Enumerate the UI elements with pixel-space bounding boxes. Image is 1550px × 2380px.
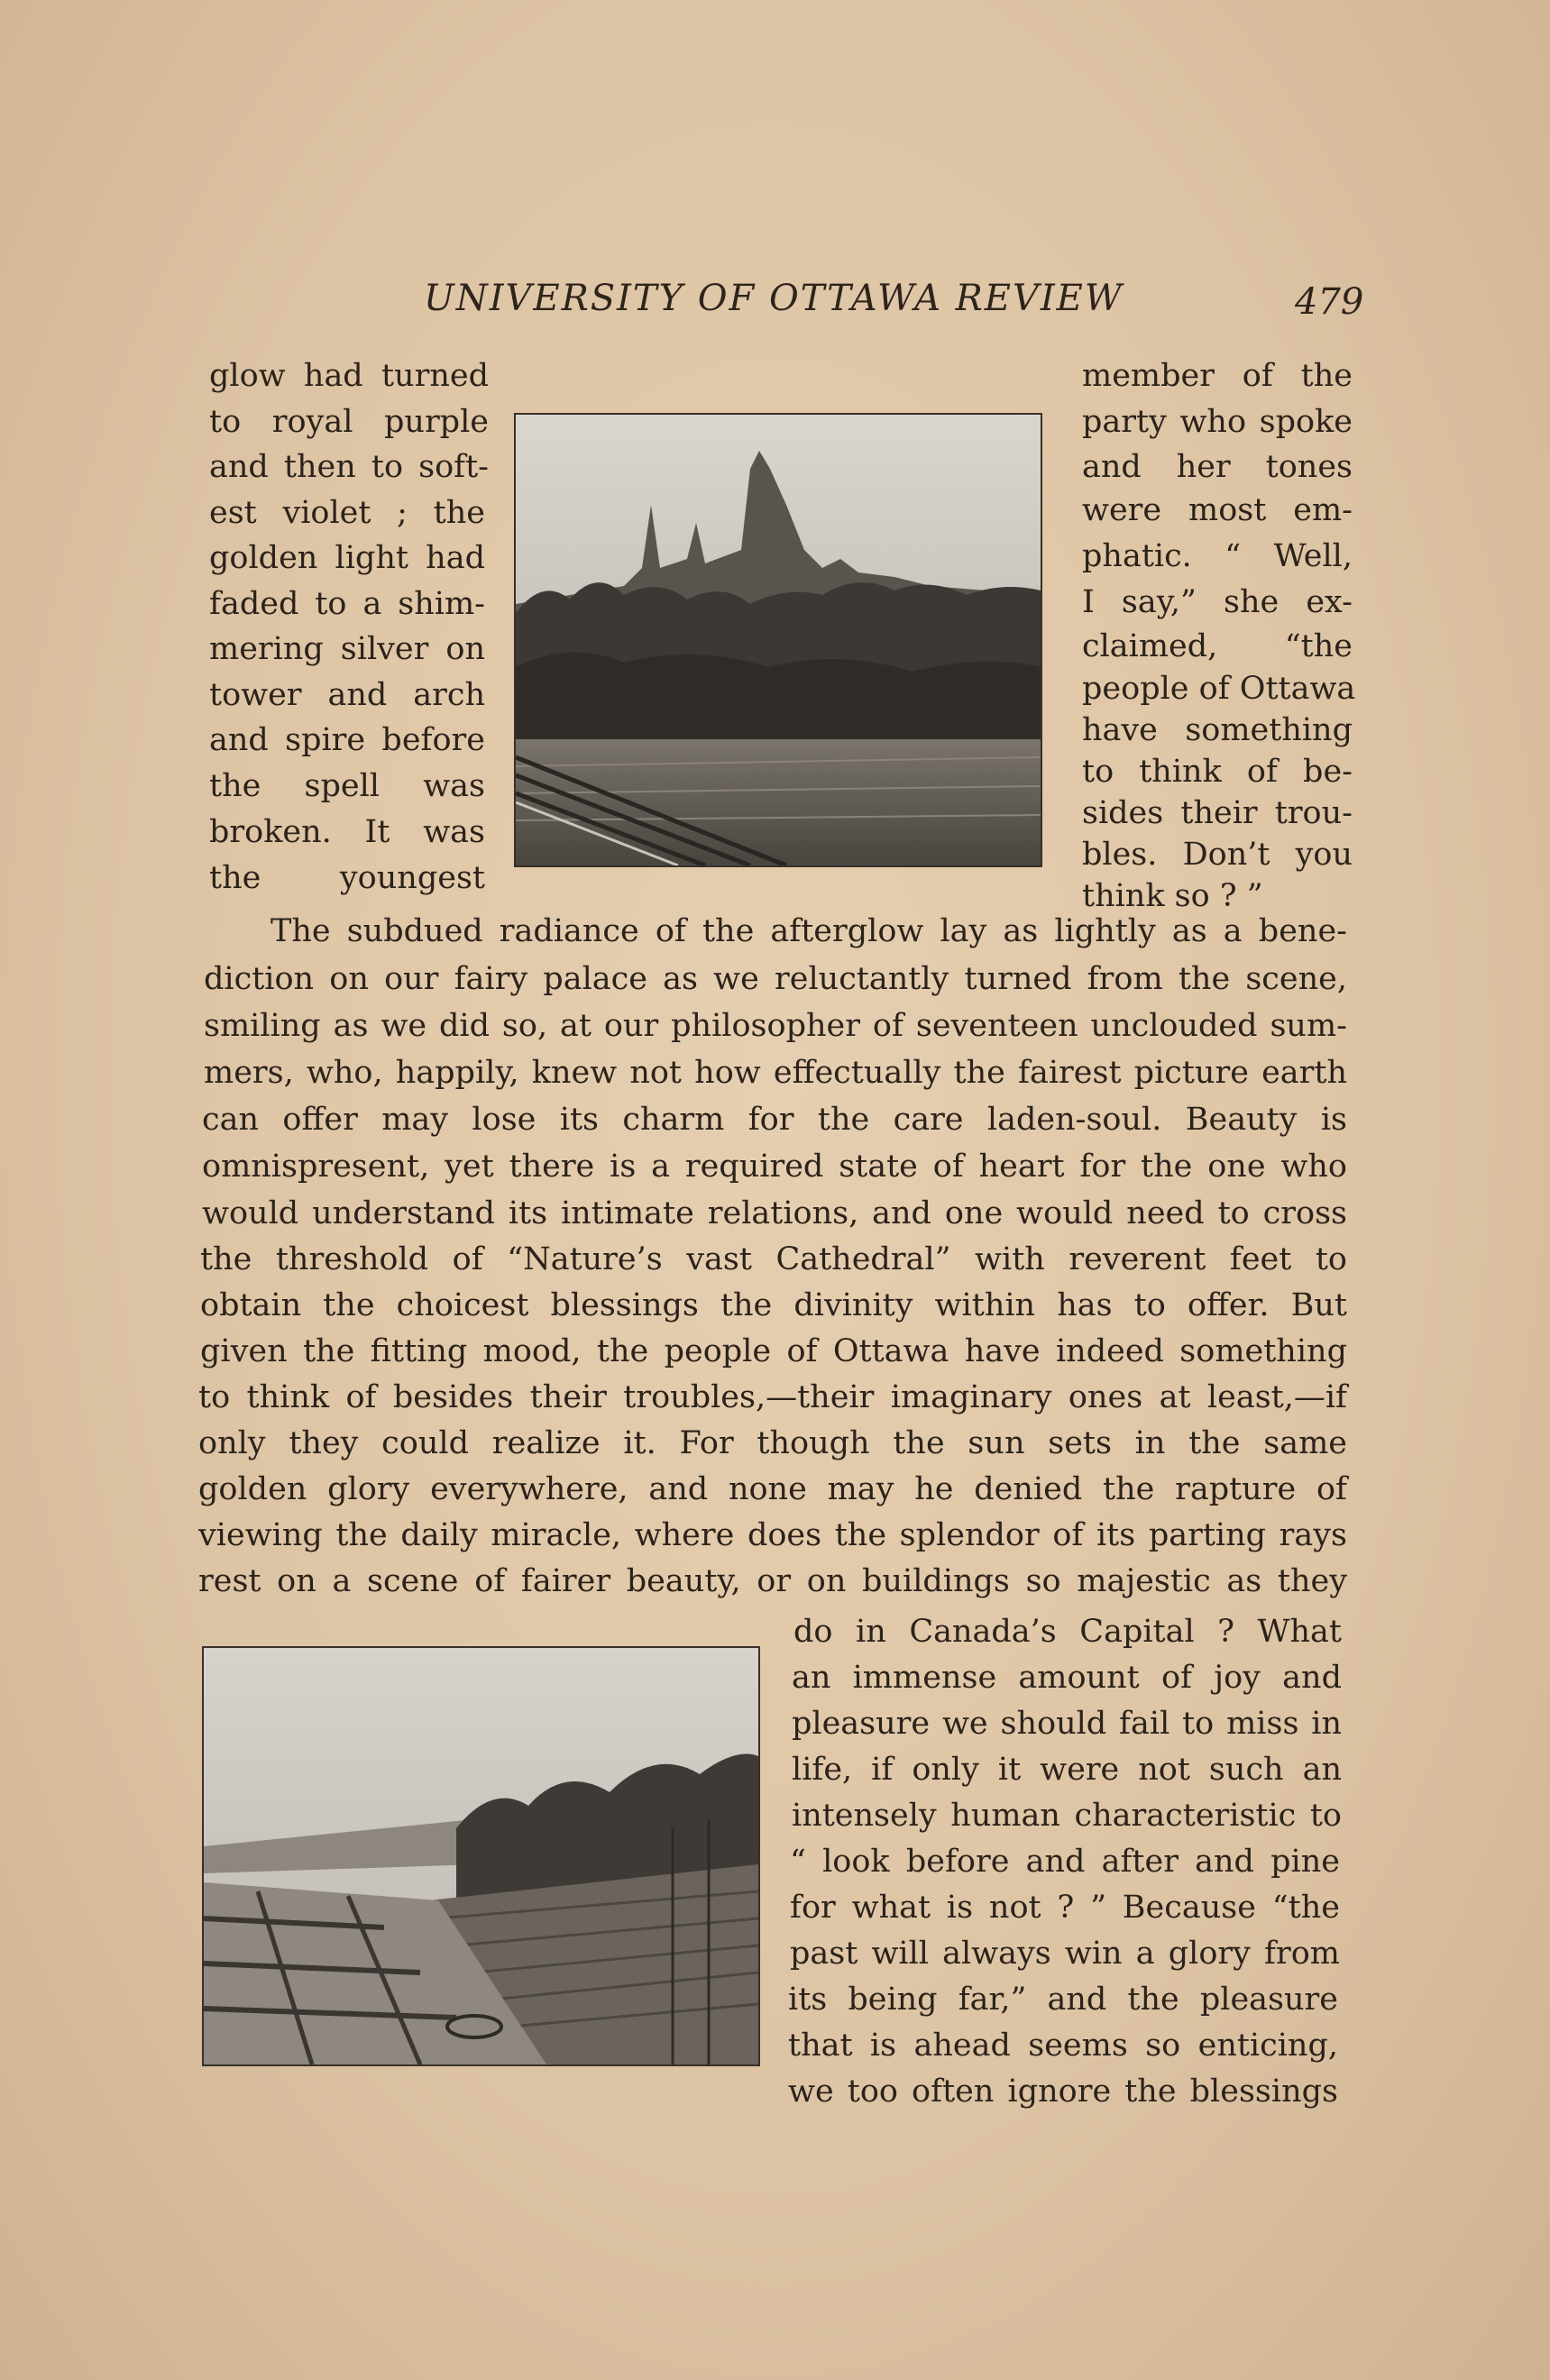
text-line: would understand its intimate relations, and one would need to cross — [202, 1195, 1347, 1231]
page-number: 479 — [1295, 281, 1364, 323]
text-line: intensely human characteristic to — [792, 1798, 1342, 1834]
text-line: “ look before and after and pine — [790, 1844, 1340, 1880]
photo-parliament-buildings — [514, 413, 1042, 867]
text-line: mers, who, happily, knew not how effectually the fairest picture earth — [204, 1055, 1347, 1091]
text-line: its being far,” and the pleasure — [788, 1982, 1338, 2018]
text-line: have something — [1082, 712, 1353, 748]
text-line: to think of be- — [1082, 754, 1353, 790]
text-line: think so ? ” — [1082, 878, 1263, 914]
text-line: past will always win a glory from — [790, 1936, 1340, 1972]
text-line: pleasure we should fail to miss in — [792, 1706, 1342, 1742]
text-line: faded to a shim- — [209, 586, 485, 622]
text-line: sides their trou- — [1082, 795, 1353, 831]
text-line: smiling as we did so, at our philosopher of seventeen unclouded sum- — [204, 1008, 1347, 1044]
text-line: people of Ottawa — [1082, 671, 1356, 707]
text-line: bles. Don’t you — [1082, 837, 1353, 873]
text-line: that is ahead seems so enticing, — [788, 2028, 1338, 2064]
running-header — [0, 270, 1550, 325]
running-title: UNIVERSITY OF OTTAWA REVIEW — [424, 278, 1124, 319]
text-line: glow had turned — [209, 358, 489, 394]
text-line: and then to soft- — [209, 449, 489, 485]
text-line: tower and arch — [209, 677, 485, 713]
text-line: party who spoke — [1082, 404, 1353, 440]
text-line: golden light had — [209, 540, 485, 576]
text-line: obtain the choicest blessings the divinity within has to offer. But — [200, 1287, 1347, 1323]
photo-canal-image — [204, 1648, 758, 2064]
photo-canal-locks — [202, 1646, 760, 2066]
text-line: life, if only it were not such an — [792, 1752, 1342, 1788]
text-line: I say,” she ex- — [1082, 584, 1353, 620]
text-line: mering silver on — [209, 631, 485, 667]
text-line: The subdued radiance of the afterglow lay as lightly as a bene- — [271, 913, 1347, 949]
text-line: claimed, “the — [1082, 628, 1353, 664]
text-line: viewing the daily miracle, where does the splendor of its parting rays — [198, 1517, 1347, 1553]
text-line: omnispresent, yet there is a required state of heart for the one who — [202, 1149, 1347, 1185]
text-line: can offer may lose its charm for the care laden-soul. Beauty is — [202, 1102, 1347, 1138]
text-line: diction on our fairy palace as we reluctantly turned from the scene, — [204, 961, 1347, 997]
text-line: phatic. “ Well, — [1082, 538, 1353, 574]
photo-parliament-image — [516, 415, 1041, 865]
text-line: golden glory everywhere, and none may he denied the rapture of — [198, 1471, 1347, 1507]
text-line: for what is not ? ” Because “the — [790, 1890, 1340, 1926]
text-line: we too often ignore the blessings — [788, 2073, 1338, 2110]
text-line: given the fitting mood, the people of Ottawa have indeed something — [200, 1333, 1347, 1369]
text-line: broken. It was — [209, 814, 485, 850]
text-line: only they could realize it. For though the sun sets in the same — [198, 1425, 1347, 1461]
text-line: the threshold of “Nature’s vast Cathedral” with reverent feet to — [200, 1241, 1347, 1277]
text-line: an immense amount of joy and — [792, 1660, 1342, 1696]
text-line: and spire before — [209, 722, 485, 758]
text-line: were most em- — [1082, 492, 1353, 528]
text-line: to think of besides their troubles,—their imaginary ones at least,—if — [198, 1379, 1347, 1415]
text-line: the spell was — [209, 768, 485, 804]
text-line: member of the — [1082, 358, 1353, 394]
text-line: do in Canada’s Capital ? What — [793, 1614, 1342, 1650]
text-line: est violet ; the — [209, 495, 485, 531]
text-line: rest on a scene of fairer beauty, or on buildings so majestic as they — [198, 1563, 1347, 1599]
text-line: and her tones — [1082, 449, 1353, 485]
text-line: the youngest — [209, 860, 485, 896]
text-line: to royal purple — [209, 404, 489, 440]
